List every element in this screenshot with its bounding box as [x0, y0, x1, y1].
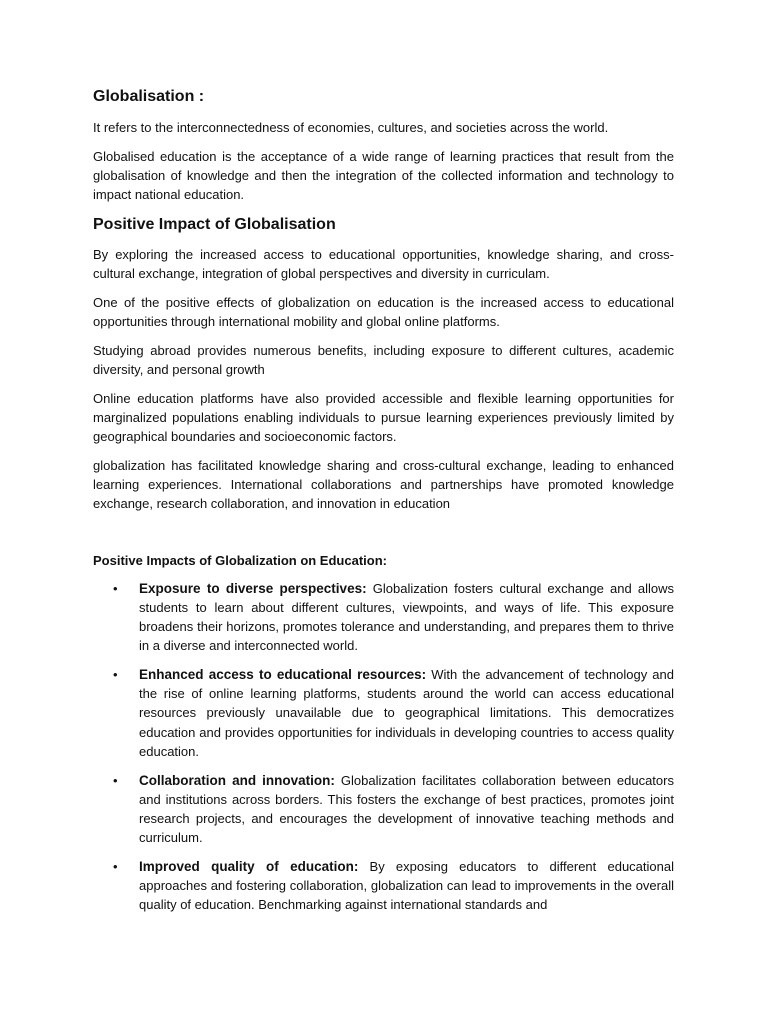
- list-item: [93, 579, 674, 656]
- subheading-impacts: Positive Impacts of Globalization on Education:: [93, 552, 387, 568]
- spacer: [93, 523, 674, 551]
- bullet-term: Collaboration and innovation:: [139, 772, 335, 788]
- paragraph-2: One of the positive effects of globalization on education is the increased access to educational opportunities through international mobility and global online platforms.: [93, 294, 674, 329]
- bullet-text: Globalization fosters cultural exchange and allows students to learn about different cultures, viewpoints, and ways of life. This exposure broadens their horizons, promotes tolerance and understanding, and prepares them to thrive in a diverse and interconnected world.: [139, 580, 674, 654]
- paragraph-4: Online education platforms have also provided accessible and flexible learning opportunities for marginalized populations enabling individuals to pursue learning experiences previously limited by geographical boundaries and socioeconomic factors.: [93, 390, 674, 444]
- list-item: [93, 857, 674, 915]
- heading-globalisation: Globalisation :: [93, 88, 205, 105]
- list-item: [93, 665, 674, 761]
- paragraph-definition: It refers to the interconnectedness of economies, cultures, and societies across the world.: [93, 120, 609, 135]
- bullet-term: Improved quality of education:: [139, 858, 359, 874]
- heading-positive-impact: Positive Impact of Globalisation: [93, 215, 336, 233]
- bullet-icon: •: [113, 772, 118, 788]
- list-item: [93, 771, 674, 848]
- impacts-list: [93, 579, 674, 915]
- paragraph-1: By exploring the increased access to educational opportunities, knowledge sharing, and cross-cultural exchange, integration of global perspectives and diversity in curriculam.: [93, 246, 674, 282]
- paragraph-globalised-education: Globalised education is the acceptance of a wide range of learning practices that result from the globalisation of knowledge and then the integration of the collected information and technology to impact national education.: [93, 148, 674, 203]
- bullet-icon: •: [113, 858, 118, 874]
- paragraph-3: Studying abroad provides numerous benefits, including exposure to different cultures, academic diversity, and personal growth: [93, 342, 674, 377]
- bullet-text: Globalization facilitates collaboration between educators and institutions across borders. This fosters the exchange of best practices, promotes joint research projects, and encourages the development of innovative teaching methods and curriculum.: [139, 772, 674, 846]
- bullet-term: Exposure to diverse perspectives:: [139, 580, 367, 596]
- bullet-icon: •: [113, 667, 118, 683]
- bullet-text: With the advancement of technology and the rise of online learning platforms, students around the world can access educational resources previously unavailable due to geographical limitations. This democratizes education and provides opportunities for individuals in developing countries to access quality education.: [139, 667, 674, 759]
- bullet-text: By exposing educators to different educational approaches and fostering collaboration, globalization can lead to improvements in the overall quality of education. Benchmarking against international standards and: [139, 858, 674, 913]
- bullet-term: Enhanced access to educational resources:: [139, 667, 427, 683]
- bullet-icon: •: [113, 580, 118, 596]
- paragraph-5: globalization has facilitated knowledge sharing and cross-cultural exchange, leading to enhanced learning experiences. International collaborations and partnerships have promoted knowledge exchange, research collaboration, and innovation in education: [93, 457, 674, 512]
- document-body: [93, 86, 674, 924]
